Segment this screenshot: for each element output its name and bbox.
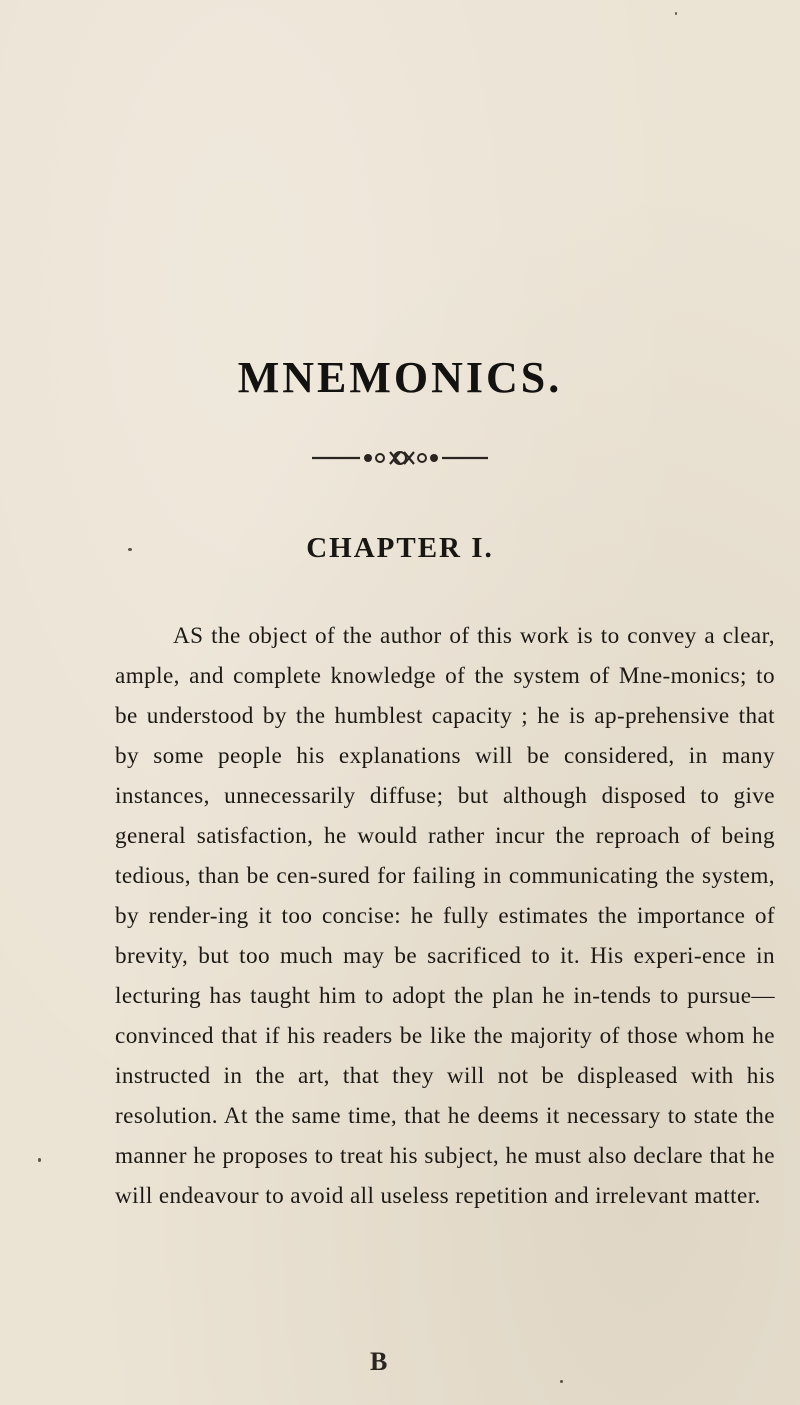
paper-speck — [560, 1380, 563, 1383]
decorative-rule-ornament-icon — [300, 450, 500, 466]
page-title: MNEMONICS. — [237, 353, 563, 402]
signature-mark: B — [370, 1347, 388, 1376]
paper-speck — [38, 1158, 41, 1162]
chapter-heading: CHAPTER I. — [306, 532, 494, 564]
body-paragraph: AS the object of the author of this work is to convey a clear, ample, and complete knowledge of the system of Mne-monics; to be understood by the humblest capacity ; he is ap-prehensive that by some people his explanations will be considered, in many instances, unnecessarily diffuse; but although disposed to give general satisfaction, he would rather incur the reproach of being tedious, than be cen-sured for failing in communicating the system, by render-ing it too concise: he fully estimates the importance of brevity, but too much may be sacrificed to it. His experi-ence in lecturing has taught him to adopt the plan he in-tends to pursue—convinced that if his readers be like the majority of those whom he instructed in the art, that they will not be displeased with his resolution. At the same time, that he deems it necessary to state the manner he proposes to treat his subject, he must also declare that he will endeavour to avoid all useless repetition and irrelevant matter. — [115, 623, 775, 1209]
paper-speck — [675, 12, 677, 15]
paper-speck — [128, 548, 132, 551]
